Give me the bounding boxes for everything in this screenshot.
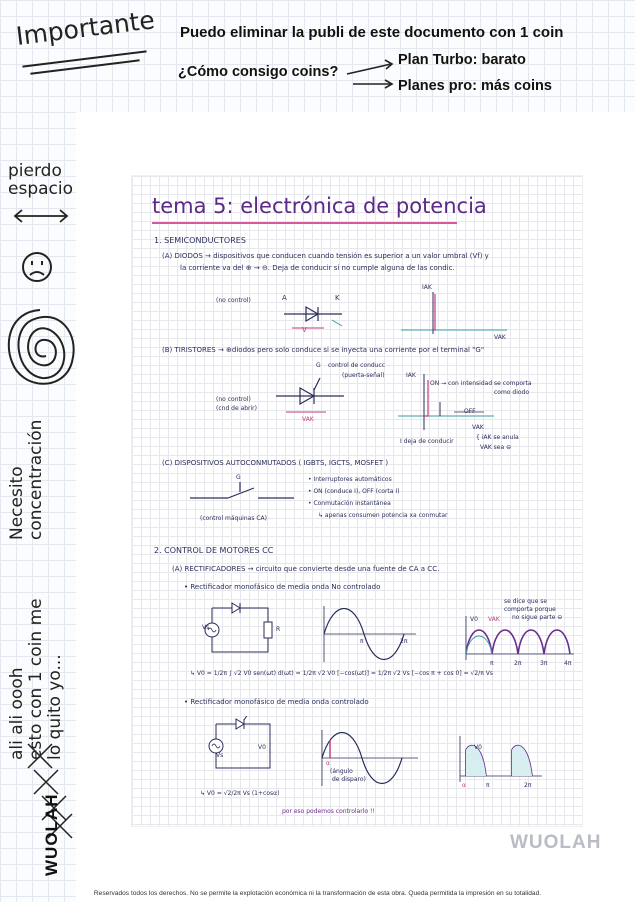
alpha-label: α bbox=[326, 760, 330, 767]
condition-2: VAK sea ⊖ bbox=[480, 444, 512, 451]
title-underline bbox=[152, 222, 457, 224]
half-wave-output bbox=[462, 616, 578, 660]
vo-label-3: V0 bbox=[474, 744, 482, 751]
formula-no-controlado: ↳ V0 = 1/2π ∫ √2 V0 sen(ωt) d(ωt) = 1/2π √2 V0 [−cos(ωt)] = 1/2π √2 Vs [−cos π + cos 0] = √2/π Vs bbox=[190, 670, 493, 677]
notes-page bbox=[132, 176, 582, 826]
r-label-1: R bbox=[276, 626, 281, 633]
alpha-label-2: α bbox=[462, 782, 466, 789]
voltage-label: V bbox=[302, 326, 307, 334]
gate-note-1: control de conducc bbox=[328, 362, 386, 369]
notes-title: tema 5: electrónica de potencia bbox=[152, 194, 487, 218]
side-note-3: no sigue parte ⊖ bbox=[512, 614, 563, 621]
anode-label: A bbox=[282, 294, 287, 302]
two-pi-label-1: 2π bbox=[400, 638, 408, 645]
rectifier-circuit-2 bbox=[198, 716, 284, 776]
side-note-1: se dice que se bbox=[504, 598, 548, 605]
thyristor-symbol bbox=[274, 372, 354, 422]
side-note-necesito: Necesito concentración bbox=[7, 419, 46, 540]
control-maquinas-label: (control máquinas CA) bbox=[200, 515, 267, 522]
three-pi-label: 3π bbox=[540, 660, 548, 667]
formula-controlado: ↳ V0 = √2/2π Vs (1+cosα) bbox=[200, 790, 280, 797]
vo-label-2: V0 bbox=[258, 744, 266, 751]
pi-label-2: π bbox=[490, 660, 494, 667]
side-note-pierdo: pierdo espacio bbox=[8, 161, 73, 199]
wuolah-watermark: WUOLAH bbox=[510, 832, 602, 853]
two-pi-label-2: 2π bbox=[514, 660, 522, 667]
condition-1: { iAK se anula bbox=[476, 434, 519, 441]
sine-wave-1 bbox=[320, 604, 420, 664]
on-label: ON → con intensidad se comporta bbox=[430, 380, 532, 387]
auto-bullet-3: • Conmutación instantánea bbox=[308, 500, 391, 507]
rect-controlado-line: • Rectificador monofásico de media onda controlado bbox=[184, 698, 369, 706]
plan-turbo-link[interactable]: Plan Turbo: barato bbox=[398, 52, 526, 68]
ad-headline: Puedo eliminar la publi de este documento con 1 coin bbox=[180, 24, 564, 41]
diode-symbol bbox=[282, 300, 352, 336]
thyristor-vak-label: VAK bbox=[302, 416, 314, 423]
wuolah-logo-side: WUOLAH bbox=[42, 793, 61, 876]
deja-conducir-label: I deja de conducir bbox=[400, 438, 454, 445]
plan-pro-link[interactable]: Planes pro: más coins bbox=[398, 78, 552, 94]
gate-label: G bbox=[316, 362, 321, 369]
controlled-output bbox=[456, 736, 546, 786]
side-note-2: comporta porque bbox=[504, 606, 556, 613]
diodos-line-2: la corriente va del ⊕ → ⊖. Deja de conducir si no cumple alguna de las condic. bbox=[180, 264, 455, 272]
four-pi-label: 4π bbox=[564, 660, 572, 667]
rectificadores-line: (A) RECTIFICADORES → circuito que convierte desde una fuente de CA a CC. bbox=[172, 565, 440, 573]
no-control-label-3: (cnd de abrir) bbox=[216, 405, 257, 412]
vak-label: VAK bbox=[494, 334, 506, 341]
auto-bullet-1: • Interruptores automáticos bbox=[308, 476, 392, 483]
autoconmutados-line: (C) DISPOSITIVOS AUTOCONMUTADOS ( IGBTS, IGCTS, MOSFET ) bbox=[162, 459, 389, 467]
vo-label-1: V0 bbox=[470, 616, 478, 623]
vak-label-2: VAK bbox=[488, 616, 500, 623]
section-1-heading: 1. SEMICONDUCTORES bbox=[154, 236, 246, 245]
arrows-icon bbox=[345, 56, 397, 92]
switch-gate-label: G bbox=[236, 474, 241, 481]
diodos-line-1: (A) DIODOS → dispositivos que conducen cuando tensión es superior a un valor umbral (Vf) y bbox=[162, 252, 489, 260]
two-pi-label-3: 2π bbox=[524, 782, 532, 789]
thyristor-vak-axis: VAK bbox=[472, 424, 484, 431]
side-note-aliali: ali ali oooh esto con 1 coin me lo quito yo... bbox=[7, 598, 65, 760]
auto-bullet-4: ↳ apenas consumen potencia xa conmutar bbox=[318, 512, 448, 519]
section-2-heading: 2. CONTROL DE MOTORES CC bbox=[154, 546, 274, 555]
iak-label: IAK bbox=[422, 284, 432, 291]
rect-no-controlado-line: • Rectificador monofásico de media onda No controlado bbox=[184, 583, 381, 591]
thyristor-iak-label: IAK bbox=[406, 372, 416, 379]
angle-label-2: de disparo) bbox=[332, 776, 366, 783]
controlarlo-note: por eso podemos controlarlo !! bbox=[282, 808, 375, 815]
sad-face-icon bbox=[20, 250, 54, 284]
cathode-label: K bbox=[335, 294, 340, 302]
pi-label-3: π bbox=[486, 782, 490, 789]
coins-question: ¿Cómo consigo coins? bbox=[178, 64, 339, 80]
vs-label-2: Vs bbox=[216, 752, 224, 759]
gate-note-2: (puerta-señal) bbox=[342, 372, 385, 379]
auto-bullet-2: • ON (conduce I), OFF (corta I) bbox=[308, 488, 400, 495]
no-control-label: (no control) bbox=[216, 297, 251, 304]
tiristores-line: (B) TIRISTORES → ⊕diodos pero solo conduce si se inyecta una corriente por el terminal "G" bbox=[162, 346, 485, 354]
scribble-icon bbox=[2, 302, 78, 402]
off-label: OFF bbox=[464, 408, 476, 415]
vs-label-1: Vs bbox=[202, 624, 210, 631]
double-arrow-icon bbox=[12, 206, 70, 226]
importante-title: Importante bbox=[14, 5, 157, 51]
pi-label-1: π bbox=[360, 638, 364, 645]
no-control-label-2: (no control) bbox=[216, 396, 251, 403]
angle-label-1: (ángulo bbox=[330, 768, 353, 775]
switch-symbol bbox=[188, 480, 298, 510]
footer-disclaimer: Reservados todos los derechos. No se permite la explotación económica ni la transformación de esta obra. Queda permitida la impresión en su totalidad. bbox=[93, 890, 542, 897]
on-label-2: como diodo bbox=[494, 389, 530, 396]
diode-curve bbox=[397, 288, 517, 338]
